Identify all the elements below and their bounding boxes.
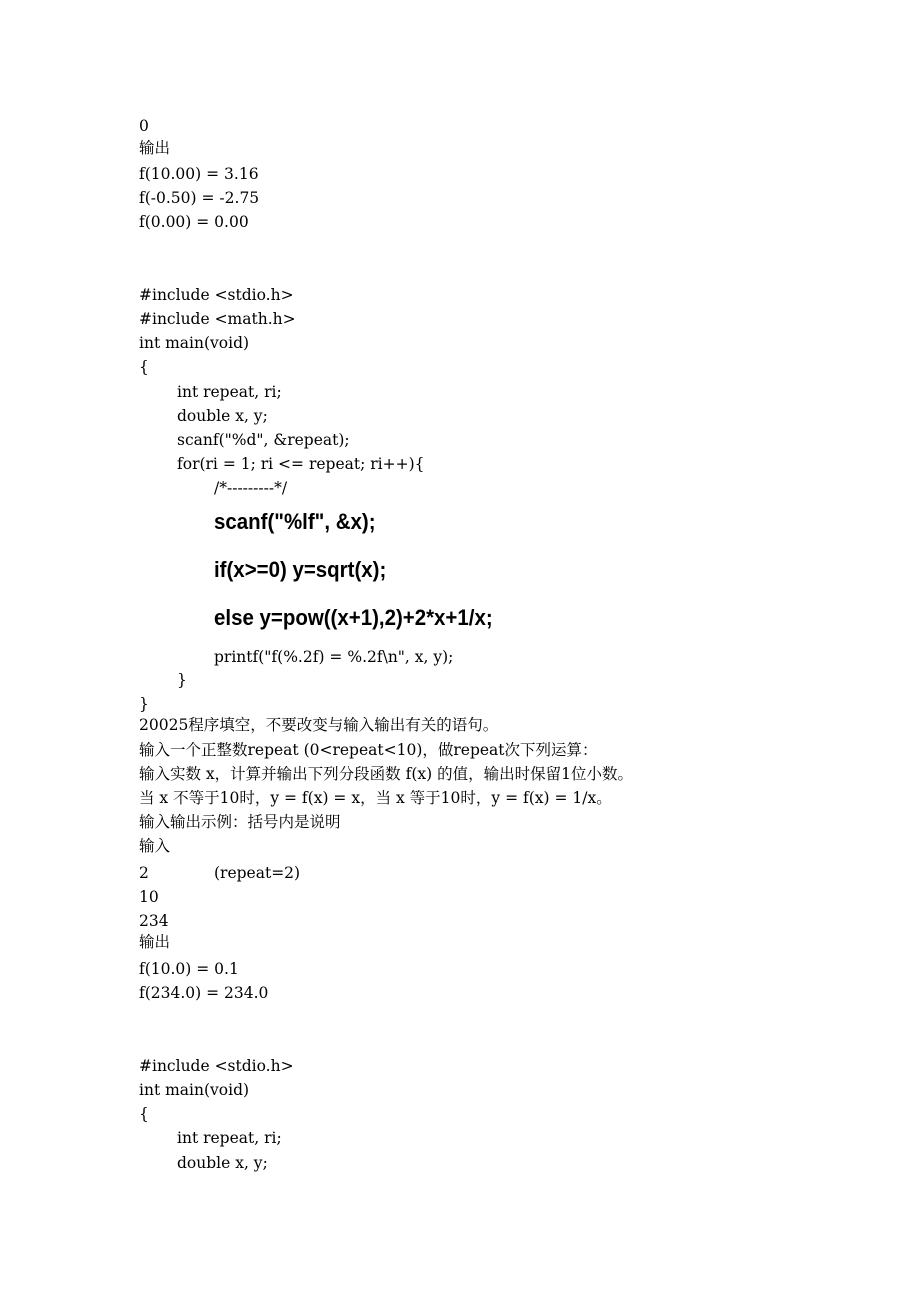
input-label: 输入	[139, 837, 171, 855]
code-line: int repeat, ri;	[177, 1129, 282, 1147]
code-line: int repeat, ri;	[177, 383, 282, 401]
answer-line: scanf("%lf", &x);	[214, 509, 376, 534]
code-line: for(ri = 1; ri <= repeat; ri++){	[177, 455, 425, 473]
input-value: 0	[139, 117, 149, 135]
answer-line: else y=pow((x+1),2)+2*x+1/x;	[214, 605, 493, 630]
code-line: double x, y;	[177, 1154, 268, 1172]
code-line: }	[177, 671, 187, 689]
input-note: (repeat=2)	[214, 864, 301, 882]
code-line: int main(void)	[139, 1081, 250, 1099]
output-label: 输出	[139, 933, 171, 951]
code-line: {	[139, 358, 149, 376]
input-value: 234	[139, 912, 169, 930]
code-line: scanf("%d", &repeat);	[177, 431, 350, 449]
output-line: f(0.00) = 0.00	[139, 213, 249, 231]
code-line: double x, y;	[177, 407, 268, 425]
code-comment: /*---------*/	[214, 479, 288, 497]
answer-line: if(x>=0) y=sqrt(x);	[214, 557, 387, 582]
code-line: #include <stdio.h>	[139, 286, 294, 304]
problem-title: 20025程序填空，不要改变与输入输出有关的语句。	[139, 716, 499, 734]
output-line: f(234.0) = 234.0	[139, 984, 269, 1002]
output-line: f(-0.50) = -2.75	[139, 189, 260, 207]
input-value: 10	[139, 888, 159, 906]
code-line: }	[139, 695, 149, 713]
output-line: f(10.0) = 0.1	[139, 960, 239, 978]
code-line: #include <math.h>	[139, 310, 296, 328]
problem-desc: 输入一个正整数repeat (0<repeat<10)，做repeat次下列运算：	[139, 741, 598, 759]
example-label: 输入输出示例：括号内是说明	[139, 813, 341, 831]
output-line: f(10.00) = 3.16	[139, 165, 259, 183]
output-label: 输出	[139, 139, 171, 157]
problem-desc: 输入实数 x，计算并输出下列分段函数 f(x) 的值，输出时保留1位小数。	[139, 765, 633, 783]
code-line: #include <stdio.h>	[139, 1057, 294, 1075]
code-line: printf("f(%.2f) = %.2f\n", x, y);	[214, 648, 454, 666]
input-value: 2	[139, 864, 149, 882]
problem-desc: 当 x 不等于10时，y = f(x) = x，当 x 等于10时，y = f(x) = 1/x。	[139, 789, 612, 807]
code-line: {	[139, 1105, 149, 1123]
code-line: int main(void)	[139, 334, 250, 352]
